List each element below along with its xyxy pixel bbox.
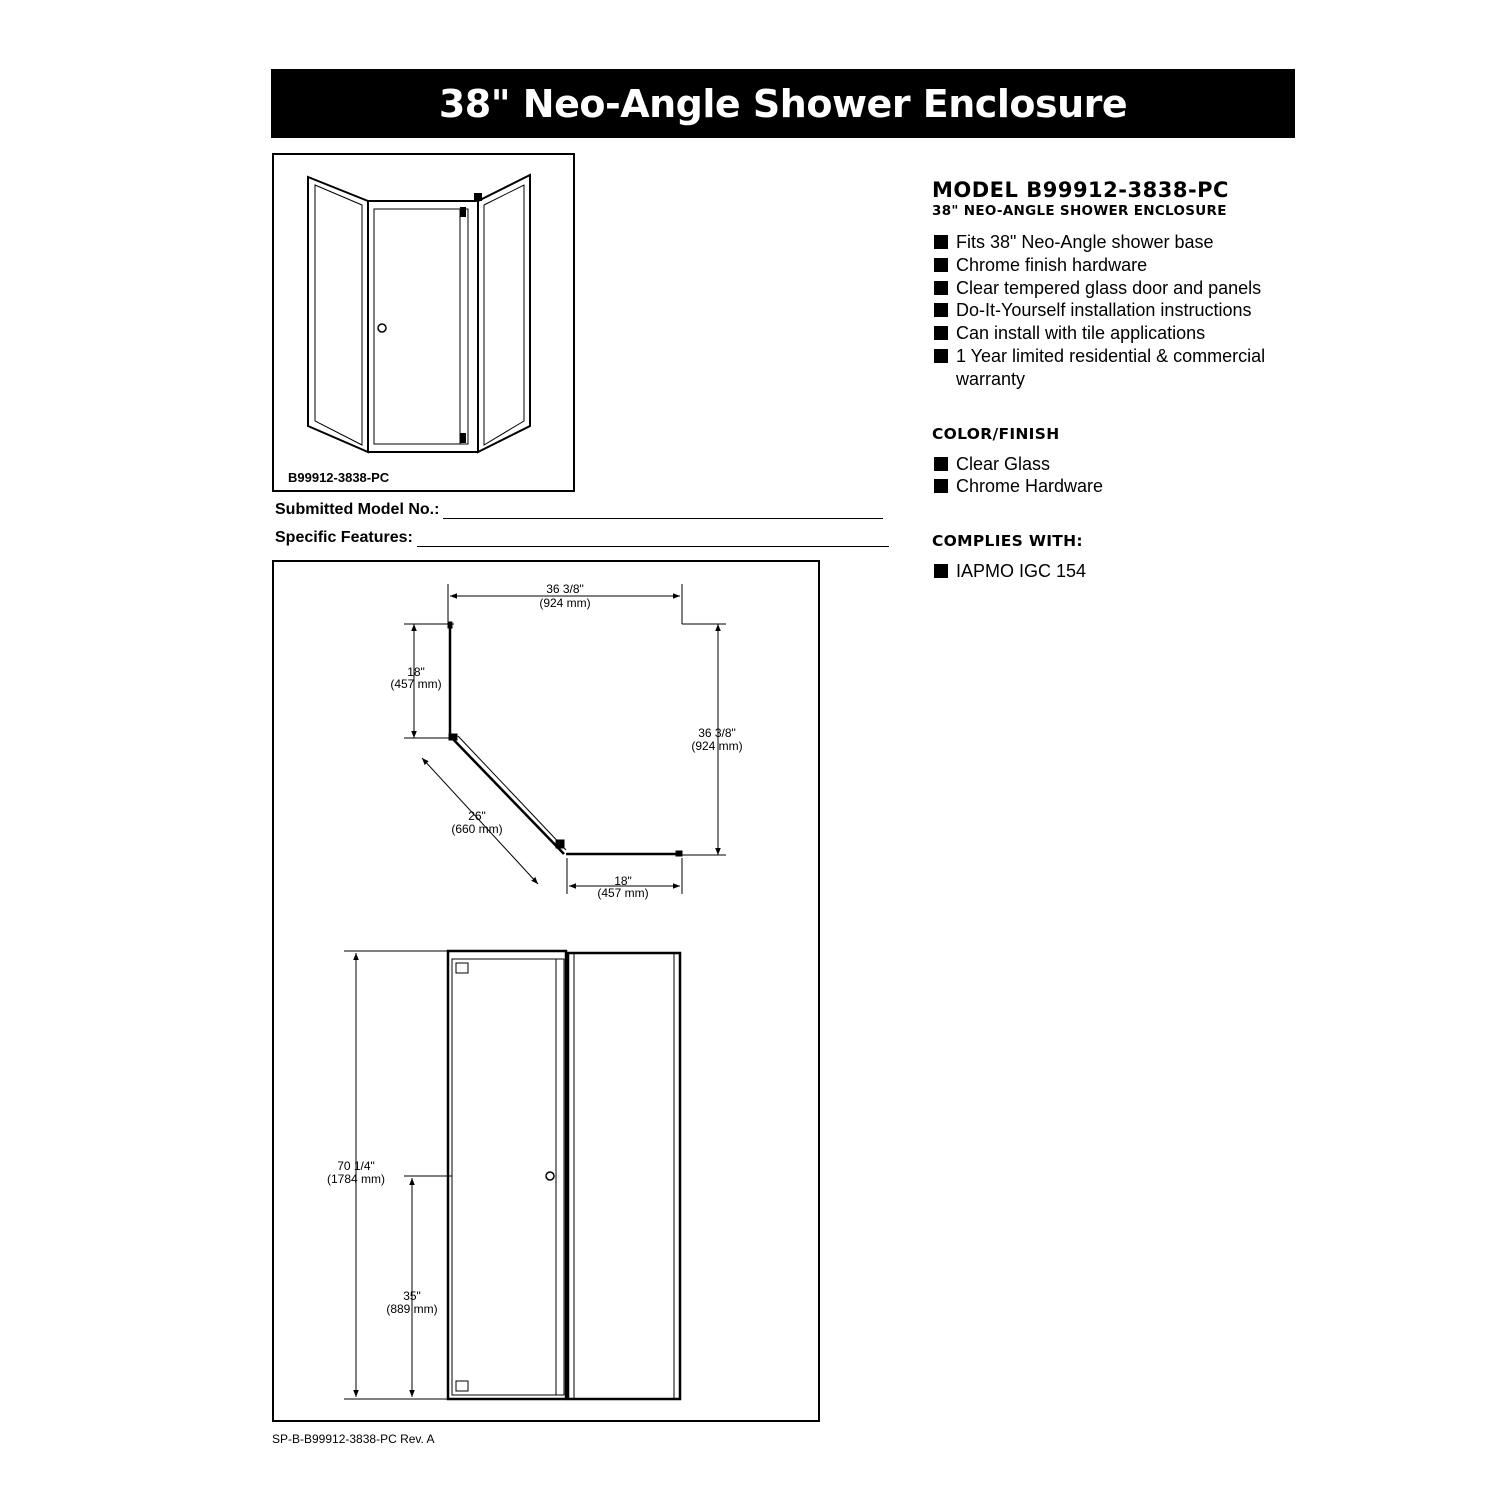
page-title: 38" Neo-Angle Shower Enclosure [438, 81, 1128, 126]
list-item: Clear Glass [932, 453, 1302, 476]
list-item: Chrome finish hardware [932, 254, 1302, 277]
handle-height-mm: (889 mm) [386, 1302, 438, 1316]
bullet-square-icon [934, 281, 948, 295]
dimension-drawings [274, 562, 818, 1420]
specific-features-field[interactable] [417, 530, 889, 547]
color-finish-section [932, 425, 1302, 499]
complies-heading: COMPLIES WITH: [932, 532, 1083, 551]
door-mm: (660 mm) [451, 822, 503, 836]
model-heading: MODEL B99912-3838-PC [932, 178, 1229, 202]
bullet-square-icon [934, 326, 948, 340]
elevation-dimension-labels [327, 1159, 438, 1316]
complies-section [932, 532, 1302, 583]
spec-panel [932, 178, 1302, 583]
bottom-side-in: 18" [614, 874, 632, 888]
plan-dimension-labels [390, 582, 742, 900]
list-item: 1 Year limited residential & commercial warranty [932, 345, 1302, 391]
list-item: Can install with tile applications [932, 322, 1302, 345]
left-side-mm: (457 mm) [390, 677, 442, 691]
left-side-in: 18" [407, 665, 425, 679]
color-finish-heading: COLOR/FINISH [932, 424, 1060, 443]
top-width-in: 36 3/8" [546, 582, 584, 596]
list-item: Do-It-Yourself installation instructions [932, 299, 1302, 322]
list-item: Chrome Hardware [932, 475, 1302, 498]
bullet-square-icon [934, 235, 948, 249]
specific-features-row [275, 529, 889, 547]
list-item: IAPMO IGC 154 [932, 560, 1302, 583]
color-list [932, 453, 1302, 499]
bullet-square-icon [934, 303, 948, 317]
model-subtitle: 38" NEO-ANGLE SHOWER ENCLOSURE [932, 203, 1227, 219]
bottom-side-mm: (457 mm) [597, 886, 649, 900]
bullet-square-icon [934, 457, 948, 471]
product-illustration-box [272, 153, 575, 492]
list-item: Clear tempered glass door and panels [932, 277, 1302, 300]
depth-mm: (924 mm) [691, 739, 743, 753]
bullet-square-icon [934, 349, 948, 363]
height-mm: (1784 mm) [326, 1172, 386, 1186]
bullet-square-icon [934, 258, 948, 272]
submitted-model-row [275, 501, 883, 519]
depth-in: 36 3/8" [698, 726, 736, 740]
feature-list [932, 231, 1302, 391]
top-width-mm: (924 mm) [539, 596, 591, 610]
technical-drawing-box [272, 560, 820, 1422]
complies-list [932, 560, 1302, 583]
shower-enclosure-illustration [274, 155, 573, 490]
bullet-square-icon [934, 564, 948, 578]
height-in: 70 1/4" [337, 1159, 375, 1173]
list-item: Fits 38" Neo-Angle shower base [932, 231, 1302, 254]
submitted-model-field[interactable] [443, 502, 883, 519]
document-code: SP-B-B99912-3838-PC Rev. A [272, 1432, 435, 1446]
handle-height-in: 35" [403, 1289, 421, 1303]
bullet-square-icon [934, 479, 948, 493]
plan-view [404, 584, 726, 894]
elevation-view [344, 951, 680, 1399]
title-bar [271, 69, 1295, 138]
door-in: 26" [468, 809, 486, 823]
specific-features-label: Specific Features: [275, 529, 413, 546]
submitted-model-label: Submitted Model No.: [275, 501, 440, 518]
photo-caption: B99912-3838-PC [288, 470, 390, 485]
